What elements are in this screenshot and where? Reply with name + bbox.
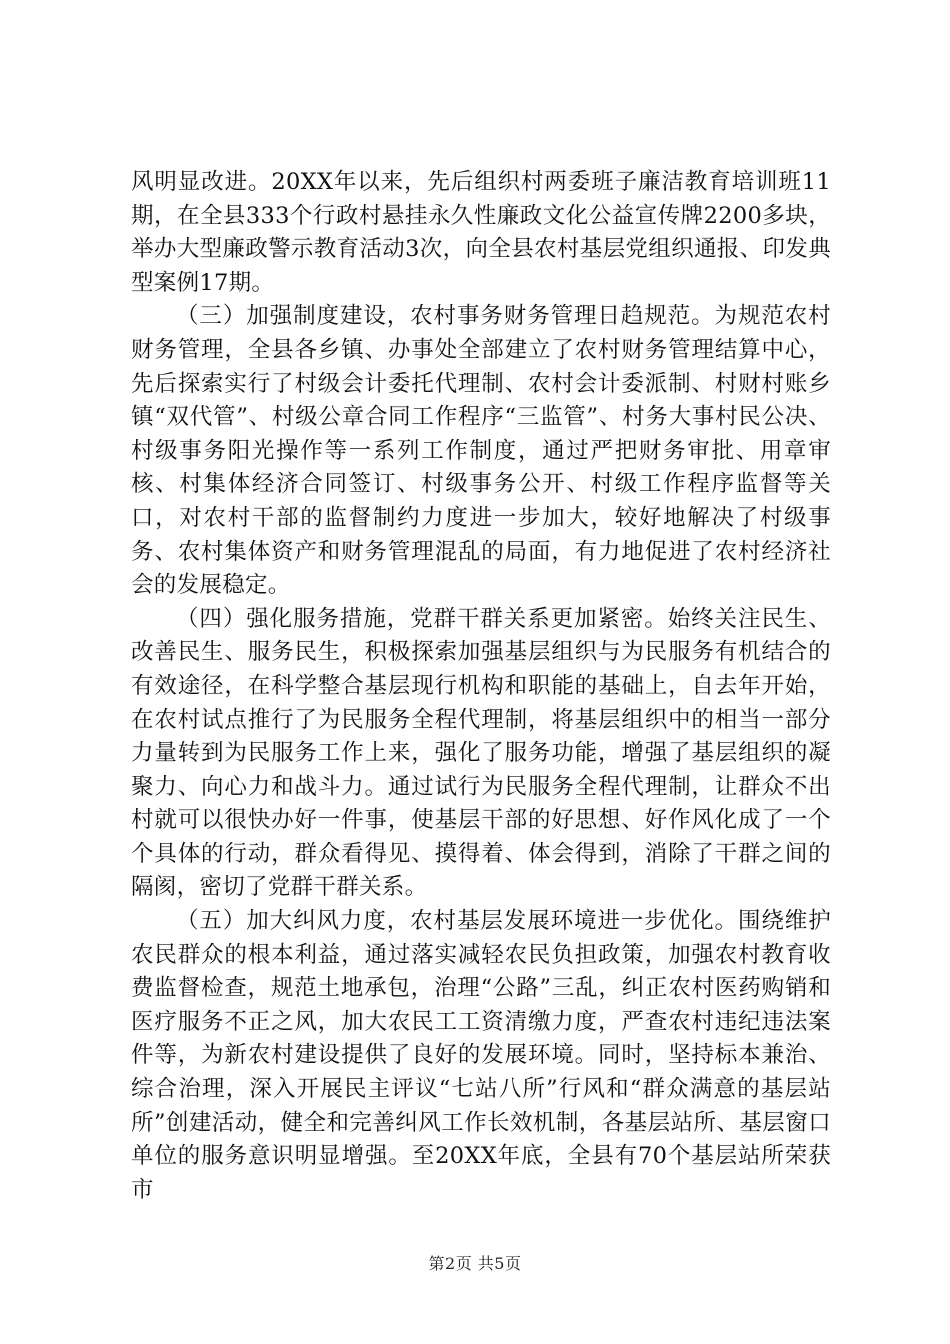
paragraph-section-3: （三）加强制度建设，农村事务财务管理日趋规范。为规范农村财务管理，全县各乡镇、办事处全部建立了农村财务管理结算中心，先后探索实行了村级会计委托代理制、农村会计委派制、村财村账乡镇“双代管”、村级公章合同工作程序“三监管”、村务大事村民公决、村级事务阳光操作等一系列工作制度，通过严把财务审批、用章审核、村集体经济合同签订、村级事务公开、村级工作程序监督等关口，对农村干部的监督制约力度进一步加大，较好地解决了村级事务、农村集体资产和财务管理混乱的局面，有力地促进了农村经济社会的发展稳定。 — [131, 303, 831, 599]
page-number-footer: 第2页 共5页 — [428, 1254, 522, 1273]
body-text — [131, 166, 831, 1207]
paragraph-section-4: （四）强化服务措施，党群干群关系更加紧密。始终关注民生、改善民生、服务民生，积极探索加强基层组织与为民服务有机结合的有效途径，在科学整合基层现行机构和职能的基础上，自去年开始，在农村试点推行了为民服务全程代理制，将基层组织中的相当一部分力量转到为民服务工作上来，强化了服务功能，增强了基层组织的凝聚力、向心力和战斗力。通过试行为民服务全程代理制，让群众不出村就可以很快办好一件事，使基层干部的好思想、好作风化成了一个个具体的行动，群众看得见、摸得着、体会得到，消除了干群之间的隔阂，密切了党群干群关系。 — [131, 605, 831, 901]
paragraph-section-5: （五）加大纠风力度，农村基层发展环境进一步优化。围绕维护农民群众的根本利益，通过落实减轻农民负担政策，加强农村教育收费监督检查，规范土地承包，治理“公路”三乱，纠正农村医药购销和医疗服务不正之风，加大农民工工资清缴力度，严查农村违纪违法案件等，为新农村建设提供了良好的发展环境。同时，坚持标本兼治、综合治理，深入开展民主评议“七站八所”行风和“群众满意的基层站所”创建活动，健全和完善纠风工作长效机制，各基层站所、基层窗口单位的服务意识明显增强。至20XX年底，全县有70个基层站所荣获市 — [131, 908, 831, 1203]
paragraph-continued: 风明显改进。20XX年以来，先后组织村两委班子廉洁教育培训班11期，在全县333个行政村悬挂永久性廉政文化公益宣传牌2200多块，举办大型廉政警示教育活动3次，向全县农村基层党组织通报、印发典型案例17期。 — [131, 169, 831, 296]
